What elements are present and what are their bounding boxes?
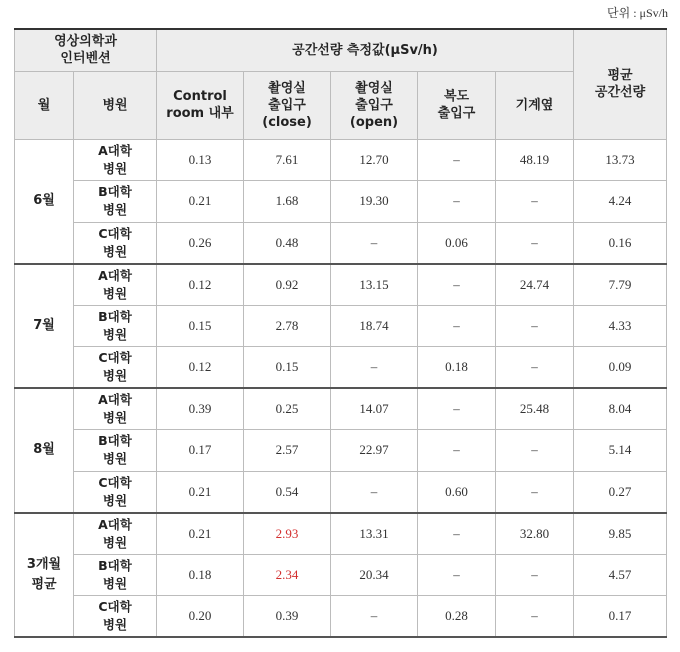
hospital-cell: B대학 병원 (74, 305, 157, 347)
avg-cell: 4.24 (574, 181, 667, 223)
value-text: 2.34 (275, 566, 299, 582)
table-row (15, 222, 667, 264)
value-cell (418, 347, 496, 389)
value-cell (418, 513, 496, 555)
table-row (15, 305, 667, 347)
value-text: – (370, 483, 378, 499)
hospital-cell: C대학 병원 (74, 222, 157, 264)
value-text: – (531, 442, 538, 458)
value-cell (331, 596, 418, 638)
avg-cell: 7.79 (574, 264, 667, 306)
value-text: 13.31 (359, 525, 389, 541)
value-text: – (453, 276, 460, 292)
value-cell (244, 430, 331, 472)
value-cell (331, 554, 418, 596)
value-text: – (531, 193, 538, 209)
value-text: 0.18 (188, 566, 212, 582)
value-text: – (531, 317, 538, 333)
value-cell (244, 388, 331, 430)
value-cell (157, 471, 244, 513)
hospital-cell: B대학 병원 (74, 554, 157, 596)
value-text: – (531, 483, 538, 499)
hospital-cell: B대학 병원 (74, 181, 157, 223)
value-text: 19.30 (359, 193, 389, 209)
value-text: – (531, 359, 538, 374)
table-row (15, 596, 667, 638)
value-cell (244, 264, 331, 306)
value-cell (157, 388, 244, 430)
value-text: 2.93 (275, 525, 299, 541)
value-cell (496, 513, 574, 555)
value-cell (496, 471, 574, 513)
value-cell (331, 222, 418, 264)
value-cell (418, 388, 496, 430)
table-row (15, 554, 667, 596)
corner-title: 영상의학과 인터벤션 (15, 29, 157, 71)
col-header: Control room 내부 (157, 71, 244, 139)
value-cell (157, 305, 244, 347)
value-cell (496, 181, 574, 223)
value-text: 0.15 (275, 359, 299, 374)
avg-cell: 9.85 (574, 513, 667, 555)
value-cell (331, 264, 418, 306)
table-row (15, 347, 667, 389)
value-text: – (370, 359, 378, 374)
value-cell (157, 264, 244, 306)
value-text: – (370, 234, 378, 250)
value-text: 14.07 (359, 401, 389, 416)
value-cell (244, 471, 331, 513)
value-cell (157, 347, 244, 389)
value-text: 0.28 (445, 608, 468, 623)
value-cell (496, 139, 574, 181)
table-row (15, 513, 667, 555)
value-text: 0.26 (188, 234, 212, 250)
value-cell (418, 139, 496, 181)
value-cell (157, 430, 244, 472)
value-cell (244, 347, 331, 389)
value-text: 2.57 (275, 442, 299, 458)
value-text: – (453, 525, 460, 541)
value-text: – (370, 608, 378, 623)
value-text: 0.15 (188, 317, 212, 333)
value-text: 0.06 (445, 234, 468, 250)
value-cell (496, 554, 574, 596)
month-cell: 6월 (15, 139, 74, 264)
value-cell (418, 264, 496, 306)
avg-cell: 4.57 (574, 554, 667, 596)
value-cell (496, 388, 574, 430)
value-text: 13.15 (359, 276, 389, 292)
value-text: – (453, 442, 460, 458)
value-cell (331, 139, 418, 181)
table-row (15, 388, 667, 430)
value-cell (244, 139, 331, 181)
value-text: 20.34 (359, 566, 389, 582)
value-cell (244, 305, 331, 347)
table-row (15, 264, 667, 306)
hospital-cell: A대학 병원 (74, 388, 157, 430)
table-row (15, 471, 667, 513)
hospital-cell: A대학 병원 (74, 139, 157, 181)
value-cell (331, 388, 418, 430)
value-cell (157, 139, 244, 181)
value-cell (157, 596, 244, 638)
value-text: 0.25 (275, 401, 299, 416)
avg-cell: 13.73 (574, 139, 667, 181)
value-cell (418, 554, 496, 596)
value-cell (418, 471, 496, 513)
hospital-cell: A대학 병원 (74, 513, 157, 555)
value-text: 0.54 (275, 483, 299, 499)
value-text: 0.60 (445, 483, 468, 499)
value-text: 1.68 (275, 193, 299, 209)
value-text: 12.70 (359, 151, 389, 167)
value-text: 48.19 (519, 151, 550, 167)
radiation-dose-table (14, 28, 667, 638)
avg-cell: 8.04 (574, 388, 667, 430)
value-cell (244, 222, 331, 264)
table-body (15, 139, 667, 637)
col-header: 복도 출입구 (418, 71, 496, 139)
value-text: 0.12 (188, 359, 212, 374)
value-text: 24.74 (519, 276, 550, 292)
value-text: – (453, 193, 460, 209)
month-header: 월 (15, 71, 74, 139)
value-cell (418, 222, 496, 264)
value-text: 0.21 (188, 525, 212, 541)
value-text: 0.18 (445, 359, 468, 374)
month-cell: 3개월 평균 (15, 513, 74, 638)
value-cell (496, 430, 574, 472)
hospital-cell: C대학 병원 (74, 347, 157, 389)
value-text: – (453, 401, 460, 416)
value-cell (157, 513, 244, 555)
value-cell (418, 305, 496, 347)
value-cell (157, 222, 244, 264)
value-text: 0.17 (188, 442, 212, 458)
value-text: 7.61 (275, 151, 299, 167)
col-header: 촬영실 출입구 (close) (244, 71, 331, 139)
avg-cell: 0.09 (574, 347, 667, 389)
value-text: 2.78 (275, 317, 299, 333)
value-cell (418, 596, 496, 638)
value-cell (331, 347, 418, 389)
unit-note: 단위 : μSv/h (607, 6, 668, 20)
table-row (15, 430, 667, 472)
value-cell (157, 554, 244, 596)
value-cell (331, 430, 418, 472)
avg-cell: 5.14 (574, 430, 667, 472)
value-cell (331, 181, 418, 223)
value-cell (157, 181, 244, 223)
value-cell (244, 596, 331, 638)
month-cell: 8월 (15, 388, 74, 513)
value-cell (244, 513, 331, 555)
avg-cell: 0.27 (574, 471, 667, 513)
col-header: 기계옆 (496, 71, 574, 139)
value-text: 0.12 (188, 276, 212, 292)
table-row (15, 181, 667, 223)
hospital-cell: C대학 병원 (74, 471, 157, 513)
value-text: – (531, 608, 538, 623)
hospital-cell: B대학 병원 (74, 430, 157, 472)
value-text: 0.13 (188, 151, 212, 167)
value-text: 0.39 (188, 401, 212, 416)
value-text: 18.74 (359, 317, 389, 333)
value-text: – (453, 566, 460, 582)
value-text: 0.39 (275, 608, 299, 623)
value-text: 25.48 (519, 401, 550, 416)
value-cell (496, 347, 574, 389)
col-header: 촬영실 출입구 (open) (331, 71, 418, 139)
value-text: 32.80 (519, 525, 550, 541)
hospital-cell: C대학 병원 (74, 596, 157, 638)
value-cell (331, 513, 418, 555)
value-cell (331, 305, 418, 347)
value-text: 0.20 (188, 608, 212, 623)
month-cell: 7월 (15, 264, 74, 389)
hospital-cell: A대학 병원 (74, 264, 157, 306)
avg-cell: 0.17 (574, 596, 667, 638)
value-cell (331, 471, 418, 513)
value-cell (244, 181, 331, 223)
group-title: 공간선량 측정값(μSv/h) (157, 29, 574, 71)
table-row (15, 139, 667, 181)
avg-cell: 0.16 (574, 222, 667, 264)
value-text: 0.48 (275, 234, 299, 250)
value-text: – (453, 151, 460, 167)
value-text: 0.21 (188, 483, 212, 499)
value-cell (418, 181, 496, 223)
avg-title: 평균 공간선량 (574, 29, 667, 139)
value-text: – (453, 317, 460, 333)
value-cell (496, 305, 574, 347)
value-text: 0.21 (188, 193, 212, 209)
value-text: 22.97 (359, 442, 389, 458)
value-text: – (531, 234, 538, 250)
value-cell (496, 596, 574, 638)
avg-cell: 4.33 (574, 305, 667, 347)
value-cell (496, 264, 574, 306)
value-cell (418, 430, 496, 472)
value-text: 0.92 (275, 276, 299, 292)
value-cell (496, 222, 574, 264)
value-text: – (531, 566, 538, 582)
value-cell (244, 554, 331, 596)
hospital-header: 병원 (74, 71, 157, 139)
